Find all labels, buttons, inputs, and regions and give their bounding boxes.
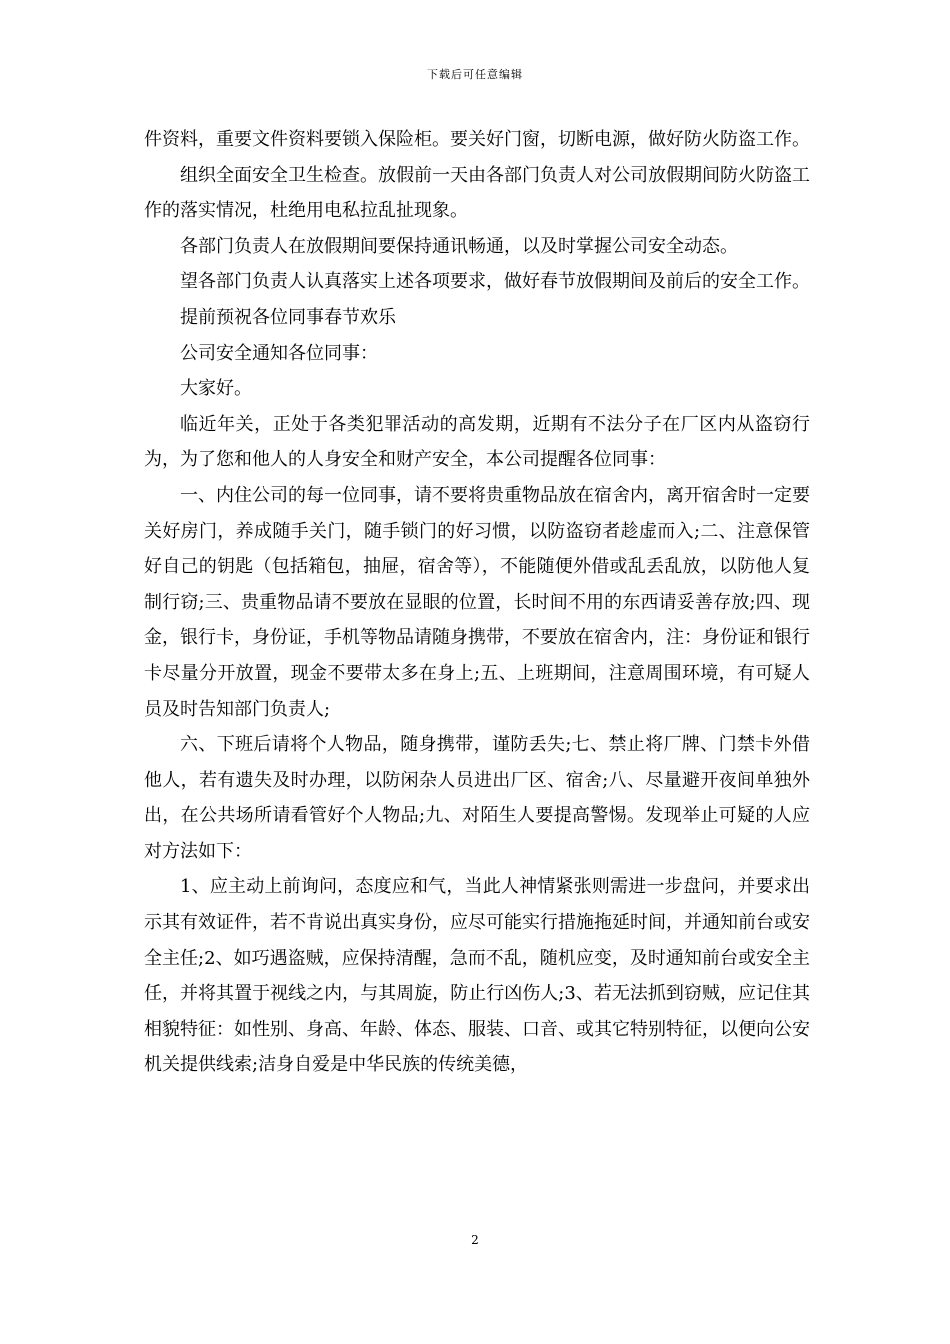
paragraph: 望各部门负责人认真落实上述各项要求，做好春节放假期间及前后的安全工作。 — [180, 271, 810, 293]
paragraph: 公司安全通知各位同事： — [180, 342, 378, 364]
paragraph: 1、应主动上前询问，态度应和气，当此人神情紧张则需进一步盘问，并要求出示其有效证件，若不肯说出真实身份，应尽可能实行措施拖延时间，并通知前台或安全主任;2、如巧遇盗贼，应保持清醒，急而不乱，随机应变，及时通知前台或安全主任，并将其置于视线之内，与其周旋，防止行凶伤人;3、若无法抓到窃贼，应记住其相貌特征：如性别、身高、年龄、体态、服装、口音、或其它特别特征，以便向公安机关提供线索;洁身自爱是中华民族的传统美德， — [144, 876, 810, 1076]
paragraph: 临近年关，正处于各类犯罪活动的高发期，近期有不法分子在厂区内从盗窃行为，为了您和他人的人身安全和财产安全，本公司提醒各位同事： — [144, 413, 810, 471]
paragraph-continued: 件资料，重要文件资料要锁入保险柜。要关好门窗，切断电源，做好防火防盗工作。 — [144, 129, 810, 150]
document-body — [144, 122, 810, 1083]
page-number: 2 — [471, 1233, 479, 1247]
paragraph: 六、下班后请将个人物品，随身携带，谨防丢失;七、禁止将厂牌、门禁卡外借他人，若有遗失及时办理，以防闲杂人员进出厂区、宿舍;八、尽量避开夜间单独外出，在公共场所请看管好个人物品;九、对陌生人要提高警惕。发现举止可疑的人应对方法如下： — [144, 734, 810, 862]
page-header: 下载后可任意编辑 — [427, 68, 523, 81]
paragraph: 组织全面安全卫生检查。放假前一天由各部门负责人对公司放假期间防火防盗工作的落实情况，杜绝用电私拉乱扯现象。 — [144, 164, 810, 222]
paragraph: 各部门负责人在放假期间要保持通讯畅通，以及时掌握公司安全动态。 — [180, 235, 738, 257]
paragraph: 一、内住公司的每一位同事，请不要将贵重物品放在宿舍内，离开宿舍时一定要关好房门，养成随手关门，随手锁门的好习惯，以防盗窃者趁虚而入;二、注意保管好自己的钥匙（包括箱包，抽屉，宿舍等），不能随便外借或乱丢乱放，以防他人复制行窃;三、贵重物品请不要放在显眼的位置，长时间不用的东西请妥善存放;四、现金，银行卡，身份证，手机等物品请随身携带，不要放在宿舍内，注：身份证和银行卡尽量分开放置，现金不要带太多在身上;五、上班期间，注意周围环境，有可疑人员及时告知部门负责人; — [144, 484, 810, 720]
paragraph: 提前预祝各位同事春节欢乐 — [180, 306, 396, 328]
paragraph: 大家好。 — [180, 378, 252, 400]
